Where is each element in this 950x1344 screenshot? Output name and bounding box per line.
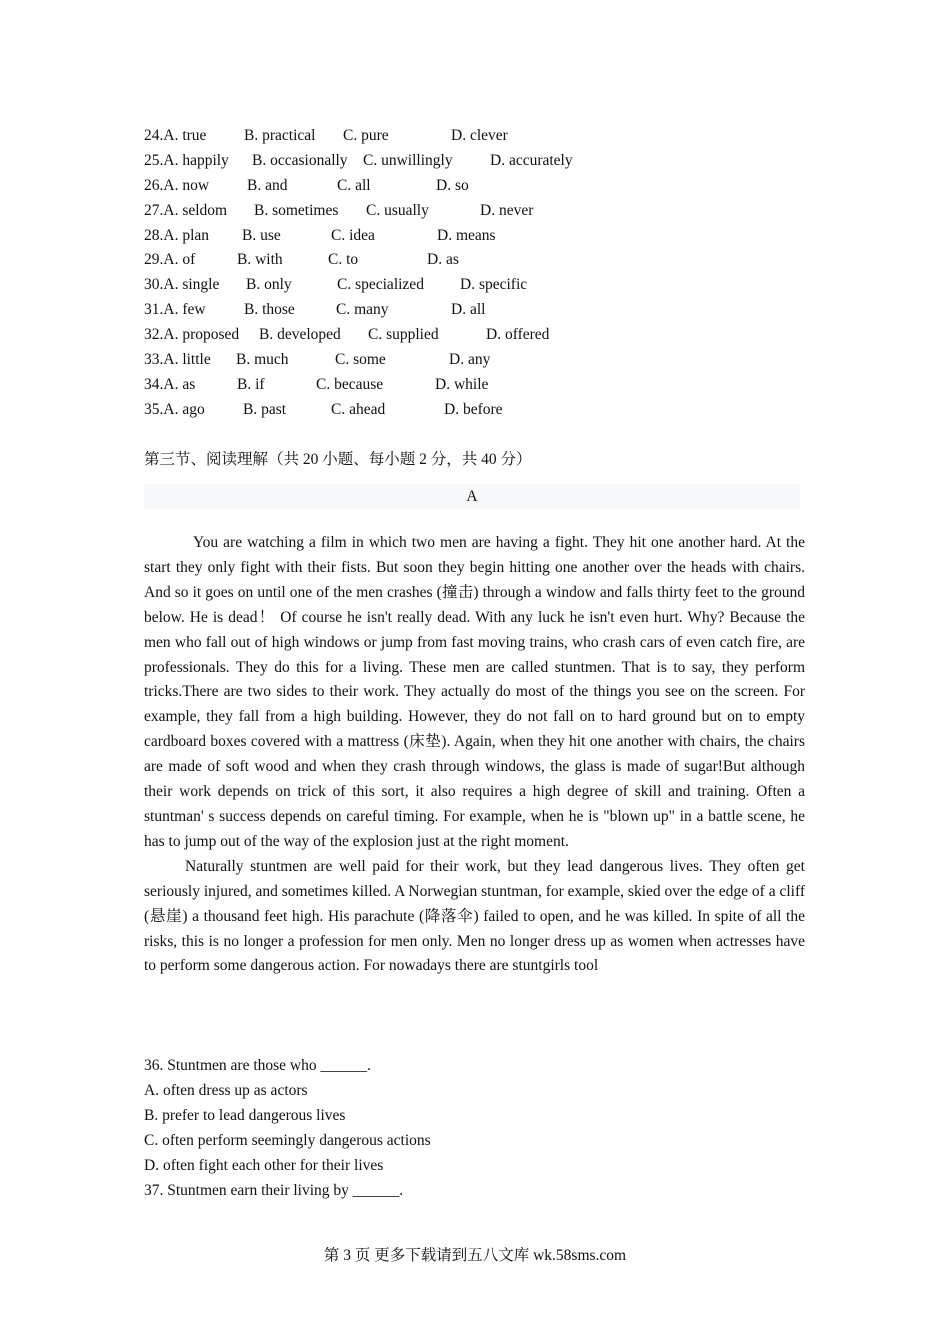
option-row-31	[144, 298, 804, 323]
option-a: 32.A. proposed	[144, 326, 240, 344]
option-b: B. practical	[244, 127, 316, 144]
option-d: D. before	[444, 400, 503, 418]
option-b: B. developed	[259, 326, 341, 344]
option-c: C. supplied	[368, 326, 439, 344]
option-row-34	[144, 373, 804, 398]
option-c: C. because	[316, 375, 384, 393]
option-b: B. only	[246, 276, 292, 294]
question-37: 37. Stuntmen earn their living by ______.	[144, 1181, 404, 1199]
option-c: C. ahead	[331, 400, 386, 418]
section-title: 第三节、阅读理解（共 20 小题、每小题 2 分，共 40 分）	[144, 451, 532, 468]
option-c: C. pure	[343, 127, 389, 144]
option-c: C. unwillingly	[363, 151, 453, 169]
option-c: C. all	[337, 176, 371, 194]
option-row-26	[144, 174, 804, 199]
option-d: D. while	[435, 375, 489, 393]
reading-passage	[144, 531, 805, 979]
option-c: C. usually	[366, 201, 429, 219]
option-row-24	[144, 124, 804, 149]
option-d: D. offered	[486, 326, 550, 344]
question-option: B. prefer to lead dangerous lives	[144, 1106, 346, 1124]
questions	[144, 1054, 805, 1203]
option-b: B. and	[247, 176, 288, 194]
option-row-33	[144, 348, 804, 373]
option-d: D. clever	[451, 127, 508, 144]
option-b: B. past	[243, 400, 287, 418]
option-a: 24.A. true	[144, 127, 207, 144]
option-c: C. many	[336, 301, 389, 319]
option-a: 33.A. little	[144, 351, 211, 369]
option-a: 30.A. single	[144, 276, 220, 294]
question-option: A. often dress up as actors	[144, 1081, 308, 1099]
option-a: 25.A. happily	[144, 151, 229, 169]
option-b: B. occasionally	[252, 151, 348, 169]
option-a: 28.A. plan	[144, 226, 210, 244]
option-b: B. with	[237, 251, 283, 269]
passage-paragraph-1: You are watching a film in which two men are having a fight. They hit one another hard. At the start they only fight with their fists. But soon they begin hitting one another over the heads with chairs. And so it goes on until one of the men crashes (撞击) through a window and falls thirty feet to the ground below. He is dead！ Of course he isn't really dead. With any luck he isn't even hurt. Why? Because the men who fall out of high windows or jump from fast moving trains, who crash cars of even catch fire, are professionals. They do this for a living. These men are called stuntmen. That is to say, they perform tricks.There are two sides to their work. They actually do most of the things you see on the screen. For example, they fall from a high building. However, they do not fall on to hard ground but on to empty cardboard boxes covered with a mattress (床垫). Again, when they hit one another with chairs, the chairs are made of soft wood and when they crash through windows, the glass is made of sugar!But although their work depends on trick of this sort, it also requires a high degree of skill and training. Often a stuntman' s success depends on careful timing. For example, when he is "blown up" in a battle scene, he has to jump out of the way of the explosion just at the right moment.	[144, 534, 805, 850]
option-row-32	[144, 323, 804, 348]
option-c: C. idea	[331, 226, 375, 244]
option-a: 26.A. now	[144, 176, 210, 194]
option-b: B. sometimes	[254, 201, 339, 219]
cloze-options	[144, 124, 804, 423]
option-d: D. so	[436, 176, 469, 194]
option-d: D. specific	[460, 276, 528, 294]
option-d: D. means	[437, 226, 496, 244]
passage-label: A	[144, 484, 800, 509]
option-a: 34.A. as	[144, 375, 196, 393]
option-b: B. those	[244, 301, 295, 319]
option-d: D. never	[480, 201, 534, 219]
page-footer: 第 3 页 更多下载请到五八文库 wk.58sms.com	[323, 1247, 627, 1264]
passage-paragraph-2: Naturally stuntmen are well paid for their work, but they lead dangerous lives. They often get seriously injured, and sometimes killed. A Norwegian stuntman, for example, skied over the edge of a cliff (悬崖) a thousand feet high. His parachute (降落伞) failed to open, and he was killed. In spite of all the risks, this is no longer a profession for men only. Men no longer dress up as women when actresses have to perform some dangerous action. For nowadays there are stuntgirls tool	[144, 857, 805, 975]
option-d: D. all	[451, 301, 486, 319]
option-a: 31.A. few	[144, 301, 206, 319]
option-a: 35.A. ago	[144, 400, 205, 418]
option-c: C. specialized	[337, 276, 424, 294]
question-36: 36. Stuntmen are those who ______.	[144, 1057, 371, 1074]
option-row-30	[144, 273, 804, 298]
option-row-27	[144, 199, 804, 224]
question-option: D. often fight each other for their lives	[144, 1156, 384, 1174]
option-d: D. as	[427, 251, 459, 269]
option-b: B. much	[236, 351, 289, 369]
option-c: C. to	[328, 251, 359, 269]
question-option: C. often perform seemingly dangerous actions	[144, 1131, 431, 1149]
option-row-29	[144, 248, 804, 273]
option-d: D. accurately	[490, 151, 573, 169]
option-a: 29.A. of	[144, 251, 196, 269]
option-a: 27.A. seldom	[144, 201, 228, 219]
option-row-28	[144, 224, 804, 249]
option-b: B. use	[242, 226, 281, 244]
option-row-25	[144, 149, 804, 174]
option-d: D. any	[449, 351, 491, 369]
option-b: B. if	[237, 375, 265, 393]
option-row-35	[144, 398, 804, 423]
option-c: C. some	[335, 351, 386, 369]
